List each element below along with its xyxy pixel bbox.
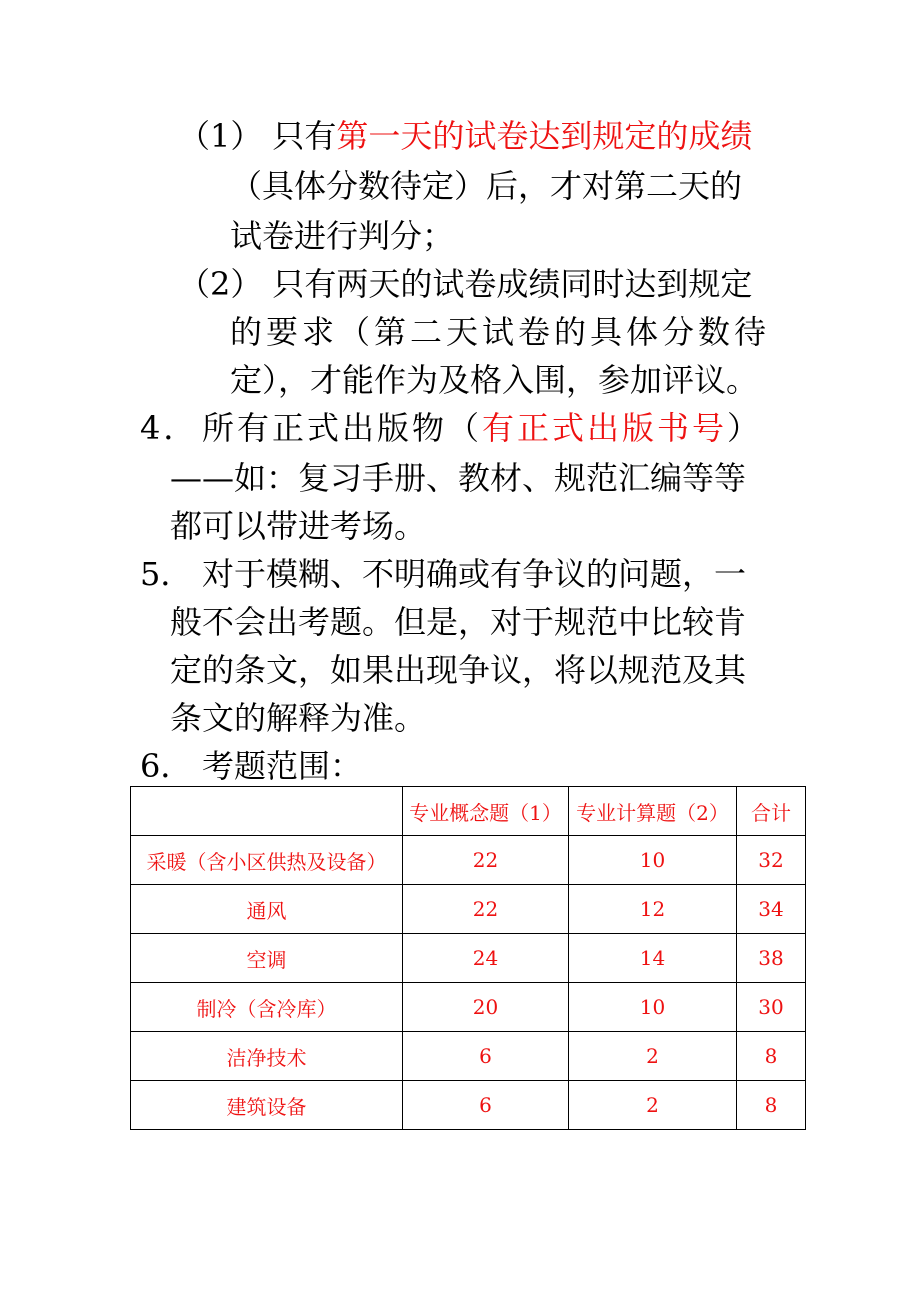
table-cell: 24 (403, 934, 569, 983)
table-cell: 通风 (131, 885, 403, 934)
rule-1-highlight: 第一天的试卷达到规定的成绩 (336, 117, 753, 155)
table-row (131, 836, 806, 885)
table-cell: 34 (737, 885, 806, 934)
table-cell: 6 (403, 1032, 569, 1081)
table-cell: 22 (403, 836, 569, 885)
item-5-number: 5． (140, 555, 193, 593)
item-4-post: ） (727, 409, 763, 447)
item-6-line-1 (140, 746, 362, 786)
table-cell: 20 (403, 983, 569, 1032)
item-6-text: 考题范围： (202, 747, 363, 785)
table-cell: 12 (569, 885, 737, 934)
item-5-line-4: 条文的解释为准。 (170, 699, 427, 737)
item-5-text: 对于模糊、不明确或有争议的问题，一 (202, 555, 747, 593)
rule-2-line-3: 定），才能作为及格入围，参加评议。 (230, 361, 759, 399)
rule-1-line-1 (178, 116, 752, 156)
item-4-number: 4． (140, 409, 199, 447)
rule-2-line-2: 的要求（第二天试卷的具体分数待 (230, 313, 771, 351)
item-4-highlight: 有正式出版书号 (482, 409, 728, 447)
table-cell: 30 (737, 983, 806, 1032)
table-cell: 6 (403, 1081, 569, 1130)
rule-2-marker: （2） (178, 265, 263, 303)
table-row (131, 885, 806, 934)
item-6-number: 6． (140, 747, 193, 785)
exam-scope-table (130, 786, 806, 1130)
table-cell: 采暖（含小区供热及设备） (131, 836, 403, 885)
table-row (131, 1081, 806, 1130)
table-cell: 38 (737, 934, 806, 983)
table-header-cell: 专业计算题（2） (569, 787, 737, 836)
table-cell: 建筑设备 (131, 1081, 403, 1130)
item-4-line-3: 都可以带进考场。 (170, 507, 427, 545)
item-5-line-2: 般不会出考题。但是，对于规范中比较肯 (170, 603, 747, 641)
table-header-cell: 专业概念题（1） (403, 787, 569, 836)
table-row (131, 1032, 806, 1081)
table-cell: 制冷（含冷库） (131, 983, 403, 1032)
item-4-pre: 所有正式出版物（ (202, 409, 483, 447)
rule-1-line-3: 试卷进行判分； (230, 217, 455, 255)
table-cell: 10 (569, 836, 737, 885)
item-5-line-1 (140, 554, 746, 594)
rule-1-pre: 只有 (272, 117, 337, 155)
table-cell: 2 (569, 1032, 737, 1081)
table-cell: 10 (569, 983, 737, 1032)
table-cell: 22 (403, 885, 569, 934)
rule-2-text: 只有两天的试卷成绩同时达到规定 (272, 265, 753, 303)
table-cell: 32 (737, 836, 806, 885)
table-cell: 8 (737, 1032, 806, 1081)
table-cell: 2 (569, 1081, 737, 1130)
table-header-row (131, 787, 806, 836)
table-cell: 空调 (131, 934, 403, 983)
rule-2-line-1 (178, 264, 752, 304)
item-5-line-3: 定的条文，如果出现争议，将以规范及其 (170, 651, 747, 689)
item-4-line-2: ——如：复习手册、教材、规范汇编等等 (170, 459, 747, 497)
item-4-line-1 (140, 408, 762, 448)
table-row (131, 934, 806, 983)
table-row (131, 983, 806, 1032)
table-cell: 洁净技术 (131, 1032, 403, 1081)
table-header-cell (131, 787, 403, 836)
rule-1-marker: （1） (178, 117, 263, 155)
table-header-cell: 合计 (737, 787, 806, 836)
rule-1-line-2: （具体分数待定）后，才对第二天的 (230, 167, 743, 205)
table-cell: 8 (737, 1081, 806, 1130)
table-cell: 14 (569, 934, 737, 983)
